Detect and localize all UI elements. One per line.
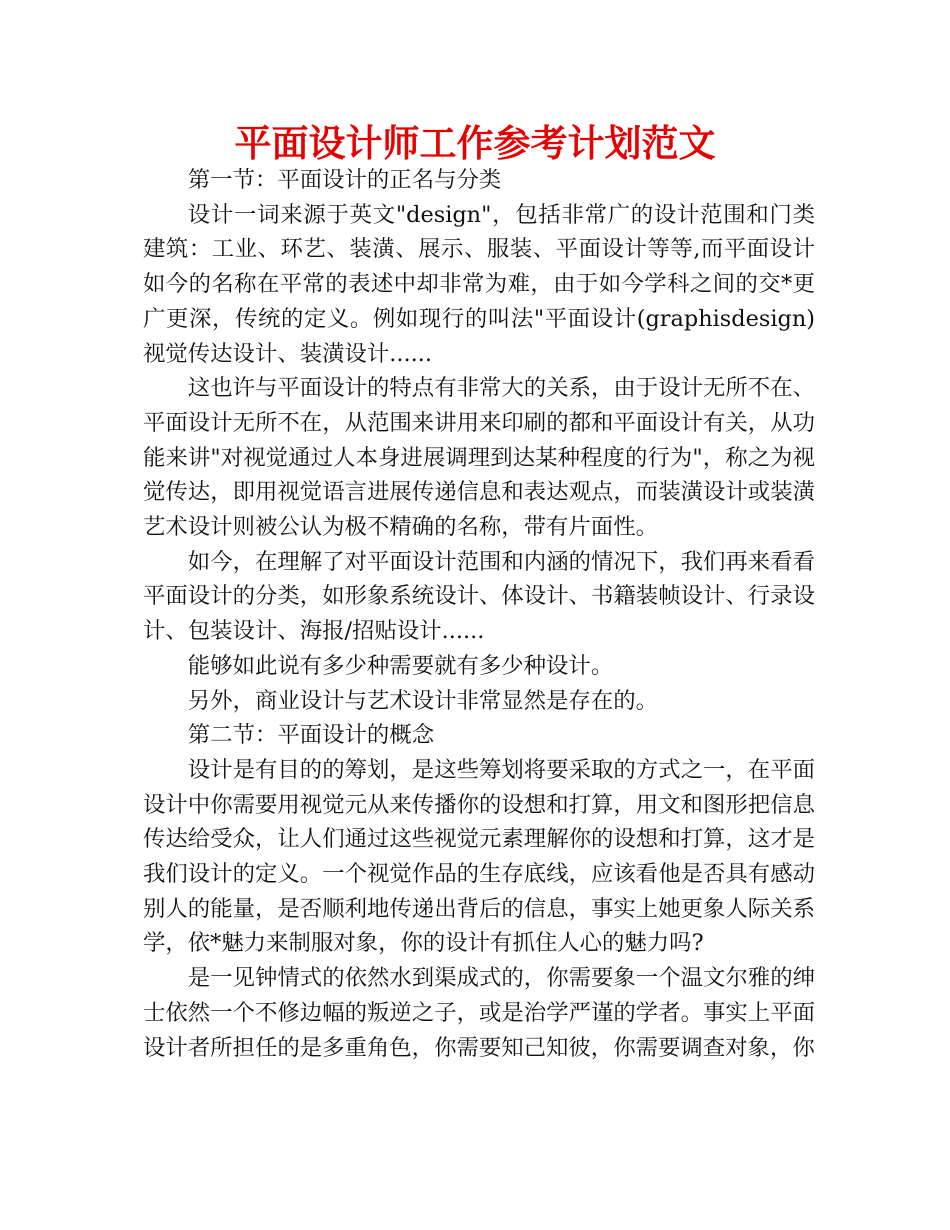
paragraph: 另外，商业设计与艺术设计非常显然是存在的。 — [187, 687, 658, 714]
paragraph: 设计一词来源于英文"design"，包括非常广的设计范围和门类建筑：工业、环艺、装潢、展示、服装、平面设计等等,而平面设计如今的名称在平常的表述中却非常为难，由于如今学科之间的交*更广更深，传统的定义。例如现行的叫法"平面设计(graphisdesign)视觉传达设计、装潢设计...... — [143, 201, 815, 367]
section-heading-2: 第二节：平面设计的概念 — [187, 722, 435, 749]
paragraph: 如今，在理解了对平面设计范围和内涵的情况下，我们再来看看平面设计的分类，如形象系统设计、体设计、书籍装帧设计、行录设计、包装设计、海报/招贴设计...... — [143, 548, 815, 645]
paragraph: 这也许与平面设计的特点有非常大的关系，由于设计无所不在、平面设计无所不在，从范围来讲用来印刷的都和平面设计有关，从功能来讲"对视觉通过人本身进展调理到达某种程度的行为"，称之为视觉传达，即用视觉语言进展传递信息和表达观点，而装潢设计或装潢艺术设计则被公认为极不精确的名称，带有片面性。 — [143, 375, 815, 541]
document-title: 平面设计师工作参考计划范文 — [234, 122, 716, 165]
section-heading-1: 第一节：平面设计的正名与分类 — [187, 167, 502, 193]
paragraph: 是一见钟情式的依然水到渠成式的，你需要象一个温文尔雅的绅士依然一个不修边幅的叛逆之子，或是治学严谨的学者。事实上平面设计者所担任的是多重角色，你需要知己知彼，你需要调查对象，你 — [143, 965, 815, 1061]
document-body — [143, 163, 815, 1065]
paragraph: 设计是有目的的筹划，是这些筹划将要采取的方式之一，在平面设计中你需要用视觉元从来传播你的设想和打算，用文和图形把信息传达给受众，让人们通过这些视觉元素理解你的设想和打算，这才是我们设计的定义。一个视觉作品的生存底线，应该看他是否具有感动别人的能量，是否顺利地传递出背后的信息，事实上她更象人际关系学，依*魅力来制服对象，你的设计有抓住人心的魅力吗? — [143, 756, 815, 957]
paragraph: 能够如此说有多少种需要就有多少种设计。 — [187, 652, 614, 679]
